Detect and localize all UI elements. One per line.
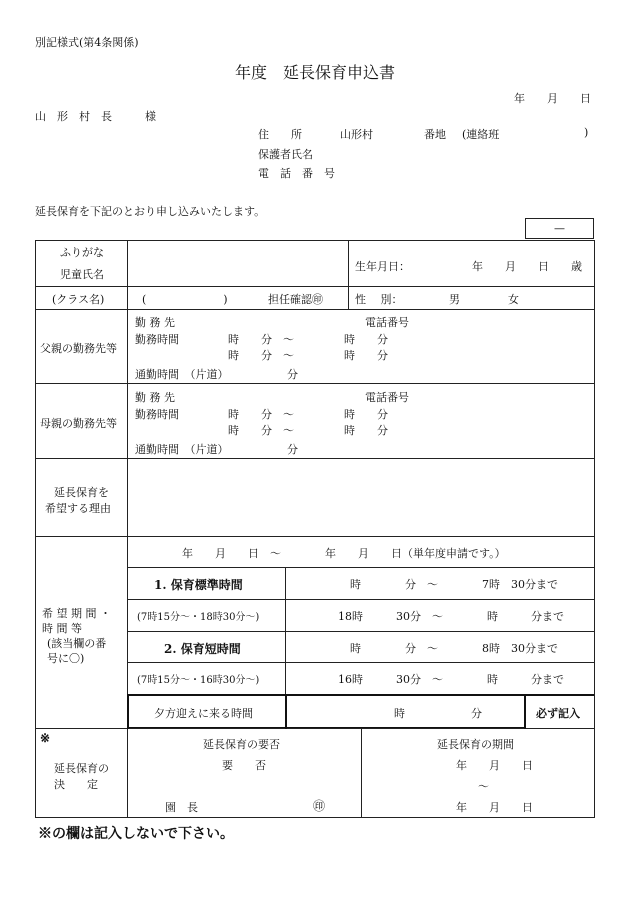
birth-date-units: 年 月 日 歳 xyxy=(472,260,582,273)
decision-label-line2: 決 定 xyxy=(54,778,98,791)
option-short-title[interactable]: 2. 保育短時間 xyxy=(164,642,241,656)
child-name-field[interactable] xyxy=(128,241,347,286)
pickup-time-field[interactable]: 時 分 xyxy=(394,707,482,720)
address-close: ) xyxy=(584,126,589,139)
mother-workplace-label: 勤 務 先 xyxy=(135,391,175,404)
footer-note: ※の欄は記入しないで下さい。 xyxy=(38,826,234,842)
father-work-label: 父親の勤務先等 xyxy=(40,342,117,355)
required-note: 必ず記入 xyxy=(536,707,580,720)
father-hours-end-1: 時 分 xyxy=(344,333,388,346)
period-date-range: 年 月 日 〜 年 月 日（単年度申請です。） xyxy=(182,547,506,560)
addressee: 山 形 村 長 様 xyxy=(35,110,156,123)
decision-label-line1: 延長保育の xyxy=(54,762,109,775)
father-workplace-label: 勤 務 先 xyxy=(135,316,175,329)
father-hours-start-1: 時 分 〜 xyxy=(228,333,294,346)
reason-label-line2: 希望する理由 xyxy=(45,502,111,515)
father-commute-label: 通勤時間 （片道） xyxy=(135,368,229,381)
father-hours-end-2: 時 分 xyxy=(344,349,388,362)
approval-title: 延長保育の要否 xyxy=(203,738,280,751)
director-seal: ㊞ xyxy=(313,799,326,813)
sex-label: 性 別： xyxy=(355,293,403,306)
intro-text: 延長保育を下記のとおり申し込みいたします。 xyxy=(35,205,266,218)
father-hours-label: 勤務時間 xyxy=(135,333,179,346)
sex-female[interactable]: 女 xyxy=(508,293,519,306)
mother-commute-label: 通勤時間 （片道） xyxy=(135,443,229,456)
mother-commute-unit: 分 xyxy=(287,443,298,456)
pickup-time-label: 夕方迎えに来る時間 xyxy=(154,707,253,720)
mother-hours-end-2: 時 分 xyxy=(344,424,388,437)
child-name-label: 児童氏名 xyxy=(60,268,104,281)
class-label: (クラス名) xyxy=(52,293,105,306)
address-value: 山形村 xyxy=(340,128,373,141)
period-label-line2: 時 間 等 xyxy=(42,622,82,635)
phone-label: 電 話 番 号 xyxy=(258,167,335,180)
father-commute-unit: 分 xyxy=(287,368,298,381)
furigana-label: ふりがな xyxy=(60,246,104,259)
option-short-row2: 16時 30分 〜 時 分まで xyxy=(338,673,564,686)
address-label: 住 所 xyxy=(258,128,302,141)
application-date: 年 月 日 xyxy=(514,92,591,105)
birth-date-label: 生年月日： xyxy=(355,260,410,273)
father-hours-start-2: 時 分 〜 xyxy=(228,349,294,362)
period-label-line3: (該当欄の番 xyxy=(47,637,107,650)
option-short-hours: (7時15分〜・16時30分〜) xyxy=(137,675,260,686)
mother-hours-label: 勤務時間 xyxy=(135,408,179,421)
form-reference: 別記様式(第4条関係) xyxy=(35,36,139,49)
number-box: — xyxy=(525,218,594,239)
period-label-line1: 希 望 期 間 ・ xyxy=(42,607,111,620)
mother-work-label: 母親の勤務先等 xyxy=(40,417,117,430)
extension-period-from: 年 月 日 xyxy=(456,759,533,772)
option-standard-title[interactable]: 1. 保育標準時間 xyxy=(154,578,243,592)
extension-period-to: 年 月 日 xyxy=(456,801,533,814)
option-standard-hours: (7時15分〜・18時30分〜) xyxy=(137,612,260,623)
option-short-row1: 時 分 〜 8時 30分まで xyxy=(350,642,558,655)
option-standard-row1: 時 分 〜 7時 30分まで xyxy=(350,578,558,591)
guardian-name-label: 保護者氏名 xyxy=(258,148,313,161)
director-label: 園 長 xyxy=(165,801,198,814)
reason-label-line1: 延長保育を xyxy=(54,486,109,499)
option-standard-row2: 18時 30分 〜 時 分まで xyxy=(338,610,564,623)
mother-hours-start-2: 時 分 〜 xyxy=(228,424,294,437)
period-label-line4: 号に〇) xyxy=(47,652,85,665)
class-field[interactable]: ( ) xyxy=(142,293,228,306)
extension-period-title: 延長保育の期間 xyxy=(437,738,514,751)
mother-hours-start-1: 時 分 〜 xyxy=(228,408,294,421)
address-banchi: 番地 xyxy=(424,128,446,141)
reason-field[interactable] xyxy=(128,459,594,536)
page-title: 年度 延長保育申込書 xyxy=(234,63,395,82)
mother-phone-label: 電話番号 xyxy=(365,391,409,404)
sex-male[interactable]: 男 xyxy=(449,293,460,306)
office-use-mark: ※ xyxy=(40,731,51,745)
address-group: (連絡班 xyxy=(462,128,500,141)
father-phone-label: 電話番号 xyxy=(365,316,409,329)
approval-options: 要 否 xyxy=(222,759,266,772)
extension-period-tilde: 〜 xyxy=(478,780,489,793)
teacher-confirm: 担任確認㊞ xyxy=(268,293,323,306)
mother-hours-end-1: 時 分 xyxy=(344,408,388,421)
